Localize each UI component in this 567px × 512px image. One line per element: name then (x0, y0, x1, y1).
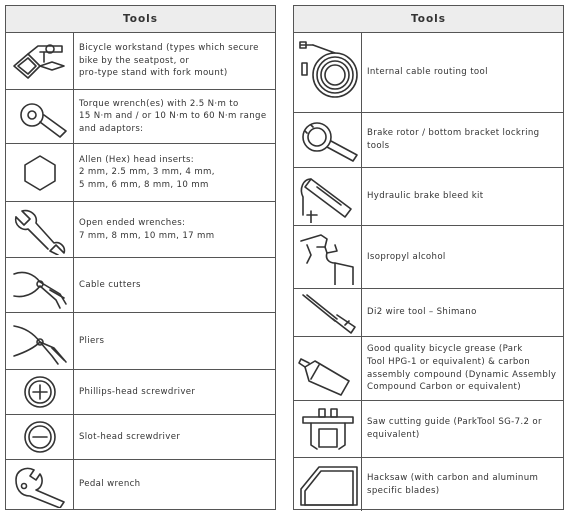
grease-tube-icon (294, 337, 362, 400)
right-tools-table (293, 5, 564, 510)
tool-description: Phillips-head screwdriver (79, 386, 196, 397)
tool-description: Internal cable routing tool (367, 67, 488, 78)
cable-routing-icon (294, 33, 362, 112)
tool-row (294, 401, 563, 458)
tool-description: Slot-head screwdriver (79, 431, 181, 442)
tool-description: Torque wrench(es) with 2.5 N·m to 15 N·m and / or 10 N·m to 60 N·m range and adaptors: (79, 98, 267, 134)
tool-row (6, 258, 275, 313)
tool-row (294, 33, 563, 113)
tool-description: Pliers (79, 335, 105, 346)
tool-row (294, 458, 563, 511)
cable-cutter-icon (6, 258, 74, 312)
tool-description: Good quality bicycle grease (Park Tool HPG-1 or equivalent) & carbon assembly compound (Dynamic Assembly Compound Carbon or equivalent) (367, 344, 557, 393)
tool-description: Pedal wrench (79, 479, 141, 490)
torque-wrench-icon (6, 90, 74, 143)
pliers-icon (6, 313, 74, 369)
open-wrench-icon (6, 202, 74, 257)
tool-row (6, 202, 275, 258)
tool-description: Cable cutters (79, 279, 141, 290)
slot-screwdriver-icon (6, 415, 74, 459)
tool-row (6, 33, 275, 90)
hex-insert-icon (6, 144, 74, 201)
tool-row (6, 460, 275, 509)
tool-description: Hacksaw (with carbon and aluminum specific blades) (367, 472, 539, 496)
hacksaw-icon (294, 458, 362, 511)
saw-guide-icon (294, 401, 362, 457)
tool-row (6, 144, 275, 202)
tool-row (294, 168, 563, 226)
tool-row (294, 113, 563, 168)
tool-row (6, 313, 275, 370)
tool-description: Open ended wrenches: 7 mm, 8 mm, 10 mm, 17 mm (79, 217, 215, 241)
tool-description: Di2 wire tool – Shimano (367, 307, 477, 318)
tool-description: Bicycle workstand (types which secure bike by the seatpost, or pro-type stand with fork mount) (79, 43, 259, 79)
spray-bottle-icon (294, 226, 362, 288)
tool-description: Isopropyl alcohol (367, 251, 446, 262)
tool-row (294, 289, 563, 337)
lockring-tool-icon (294, 113, 362, 167)
di2-tool-icon (294, 289, 362, 336)
tool-row (6, 90, 275, 144)
tool-row (294, 337, 563, 401)
tool-description: Allen (Hex) head inserts: 2 mm, 2.5 mm, 3 mm, 4 mm, 5 mm, 6 mm, 8 mm, 10 mm (79, 154, 215, 190)
bleed-kit-icon (294, 168, 362, 225)
tool-row (6, 415, 275, 460)
phillips-screwdriver-icon (6, 370, 74, 414)
tool-row (294, 226, 563, 289)
tool-description: Saw cutting guide (ParkTool SG-7.2 or equivalent) (367, 417, 542, 440)
left-tools-table (5, 5, 276, 510)
pedal-wrench-icon (6, 460, 74, 509)
workstand-icon (6, 33, 74, 89)
tool-row (6, 370, 275, 415)
right-table-header: Tools (294, 6, 563, 33)
tool-description: Brake rotor / bottom bracket lockring tools (367, 128, 540, 151)
left-table-header: Tools (6, 6, 275, 33)
tool-description: Hydraulic brake bleed kit (367, 191, 484, 202)
